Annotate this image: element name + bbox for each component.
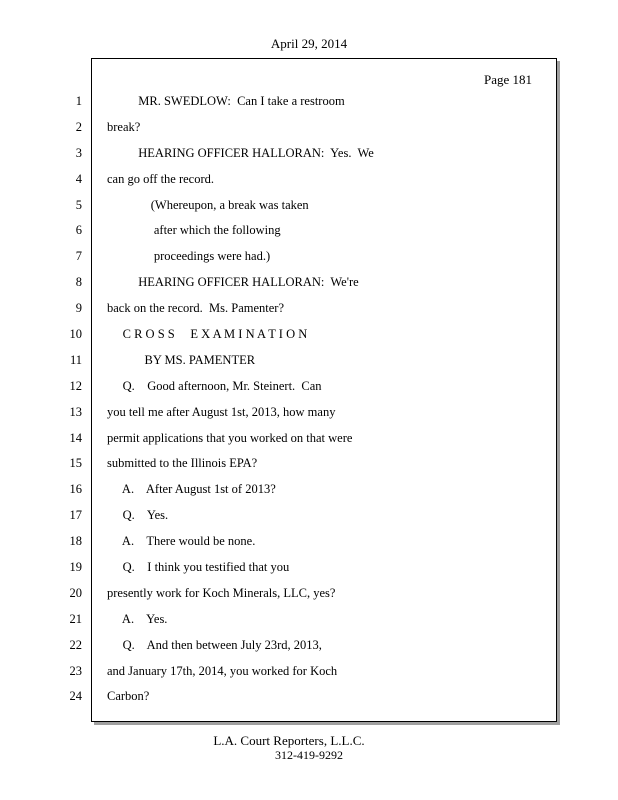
line-number: 10 — [69, 327, 82, 342]
transcript-line: HEARING OFFICER HALLORAN: We're — [107, 275, 359, 290]
line-number-column — [0, 89, 82, 710]
transcript-text — [107, 89, 547, 710]
footer-phone: 312-419-9292 — [275, 748, 343, 762]
transcript-line: submitted to the Illinois EPA? — [107, 456, 258, 471]
line-number: 4 — [75, 171, 82, 186]
line-number: 3 — [75, 145, 82, 160]
line-number: 23 — [69, 663, 82, 678]
transcript-line: permit applications that you worked on that were — [107, 430, 353, 445]
transcript-line: A. Yes. — [107, 611, 168, 626]
line-number: 6 — [75, 223, 82, 238]
transcript-line: Q. I think you testified that you — [107, 560, 290, 575]
line-number: 18 — [69, 534, 82, 549]
transcript-line: back on the record. Ms. Pamenter? — [107, 301, 285, 316]
transcript-line: BY MS. PAMENTER — [107, 352, 256, 367]
line-number: 11 — [69, 352, 82, 367]
line-number: 13 — [69, 404, 82, 419]
line-number: 20 — [69, 585, 82, 600]
page-number: Page 181 — [483, 72, 532, 87]
transcript-line: proceedings were had.) — [107, 249, 271, 264]
transcript-line: (Whereupon, a break was taken — [107, 197, 309, 212]
transcript-line: HEARING OFFICER HALLORAN: Yes. We — [107, 145, 374, 160]
transcript-line: break? — [107, 119, 141, 134]
line-number: 2 — [75, 119, 82, 134]
line-number: 21 — [69, 611, 82, 626]
transcript-line: Q. Yes. — [107, 508, 169, 523]
line-number: 16 — [69, 482, 82, 497]
line-number: 12 — [69, 378, 82, 393]
line-number: 7 — [75, 249, 82, 264]
line-number: 14 — [69, 430, 82, 445]
line-number: 5 — [75, 197, 82, 212]
transcript-line: Q. Good afternoon, Mr. Steinert. Can — [107, 378, 322, 393]
line-number: 1 — [75, 94, 82, 108]
footer-company: L.A. Court Reporters, L.L.C. — [213, 733, 365, 748]
transcript-line: can go off the record. — [107, 171, 215, 186]
transcript-line: A. There would be none. — [107, 534, 256, 549]
line-number: 17 — [69, 508, 82, 523]
transcript-line: after which the following — [107, 223, 281, 238]
line-number: 9 — [75, 301, 82, 316]
transcript-line: A. After August 1st of 2013? — [107, 482, 276, 497]
transcript-line: and January 17th, 2014, you worked for Koch — [107, 663, 338, 678]
transcript-line: Carbon? — [107, 689, 150, 704]
transcript-line: you tell me after August 1st, 2013, how many — [107, 404, 336, 419]
line-number: 22 — [69, 637, 82, 652]
transcript-line: C R O S S E X A M I N A T I O N — [107, 327, 308, 342]
line-number: 24 — [69, 689, 82, 704]
transcript-line: presently work for Koch Minerals, LLC, yes? — [107, 585, 336, 600]
transcript-line: MR. SWEDLOW: Can I take a restroom — [107, 94, 345, 108]
transcript-line: Q. And then between July 23rd, 2013, — [107, 637, 322, 652]
line-number: 15 — [69, 456, 82, 471]
line-number: 19 — [69, 560, 82, 575]
header-date: April 29, 2014 — [270, 36, 348, 51]
line-number: 8 — [75, 275, 82, 290]
